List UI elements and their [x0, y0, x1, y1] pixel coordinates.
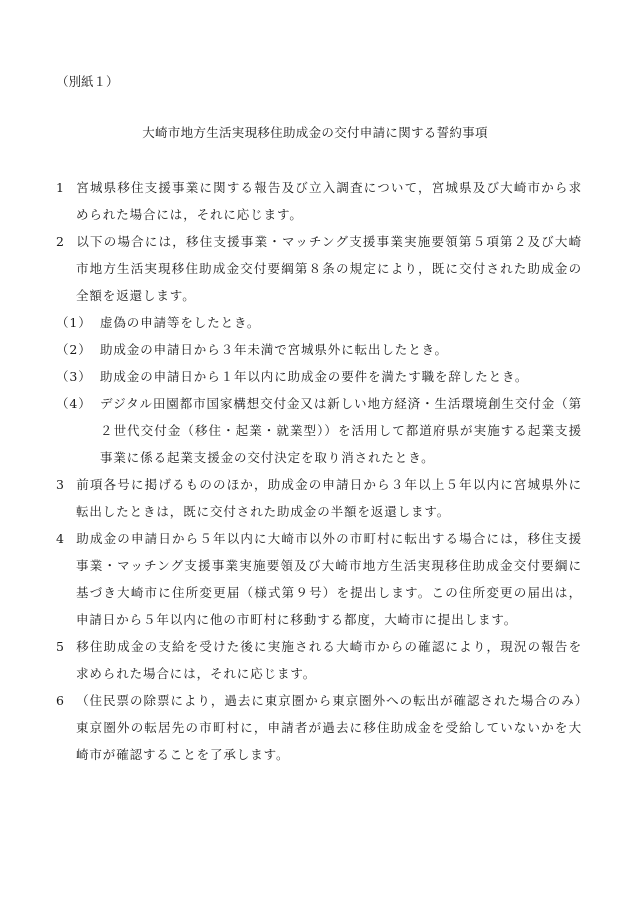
item-text: 助成金の申請日から１年以内に助成金の要件を満たす職を辞したとき。: [100, 369, 529, 384]
pledge-subitem-2: [56, 336, 582, 363]
item-text: 以下の場合には，移住支援事業・マッチング支援事業実施要領第５項第２及び大崎市地方生活実現移住助成金交付要綱第８条の規定により，既に交付された助成金の全額を返還します。: [76, 234, 582, 303]
item-number: （2）: [56, 342, 92, 357]
pledge-item-5: [56, 633, 582, 687]
item-text: （住民票の除票により，過去に東京圏から東京圏外への転出が確認された場合のみ）東京圏外の転居先の市町村に，申請者が過去に移住助成金を受給していないかを大崎市が確認することを了承します。: [76, 693, 582, 762]
pledge-subitem-3: [56, 363, 582, 390]
document-title: 大崎市地方生活実現移住助成金の交付申請に関する誓約事項: [142, 125, 488, 140]
item-text: 前項各号に掲げるもののほか，助成金の申請日から３年以上５年以内に宮城県外に転出したときは，既に交付された助成金の半額を返還します。: [76, 477, 582, 519]
item-number: （3）: [56, 369, 92, 384]
item-text: 虚偽の申請等をしたとき。: [100, 315, 261, 330]
item-number: （1）: [56, 315, 92, 330]
item-text: 宮城県移住支援事業に関する報告及び立入調査について，宮城県及び大崎市から求められた場合には，それに応じます。: [76, 180, 582, 222]
item-number: 4: [56, 531, 65, 546]
item-number: 1: [56, 180, 65, 195]
pledge-item-6: [56, 687, 582, 768]
pledge-subitem-4: [56, 390, 582, 471]
item-text: デジタル田園都市国家構想交付金又は新しい地方経済・生活環境創生交付金（第２世代交付金（移住・起業・就業型））を活用して都道府県が実施する起業支援事業に係る起業支援金の交付決定を取り消されたとき。: [100, 396, 582, 465]
item-number: 5: [56, 639, 65, 654]
pledge-item-3: [56, 471, 582, 525]
pledge-item-2: [56, 228, 582, 309]
item-text: 助成金の申請日から３年未満で宮城県外に転出したとき。: [100, 342, 448, 357]
pledge-item-1: [56, 174, 582, 228]
item-text: 助成金の申請日から５年以内に大崎市以外の市町村に転出する場合には，移住支援事業・マッチング支援事業実施要領及び大崎市地方生活実現移住助成金交付要綱に基づき大崎市に住所変更届（様式第９号）を提出します。この住所変更の届出は，申請日から５年以内に他の市町村に移動する都度，大崎市に提出します。: [76, 531, 582, 627]
item-text: 移住助成金の支給を受けた後に実施される大崎市からの確認により，現況の報告を求められた場合には，それに応じます。: [76, 639, 582, 681]
item-number: 3: [56, 477, 65, 492]
annex-label: （別紙１）: [56, 74, 119, 89]
pledge-list: [56, 174, 582, 768]
item-number: 6: [56, 693, 65, 708]
item-number: 2: [56, 234, 65, 249]
pledge-subitem-1: [56, 309, 582, 336]
pledge-item-4: [56, 525, 582, 633]
item-number: （4）: [56, 396, 92, 411]
